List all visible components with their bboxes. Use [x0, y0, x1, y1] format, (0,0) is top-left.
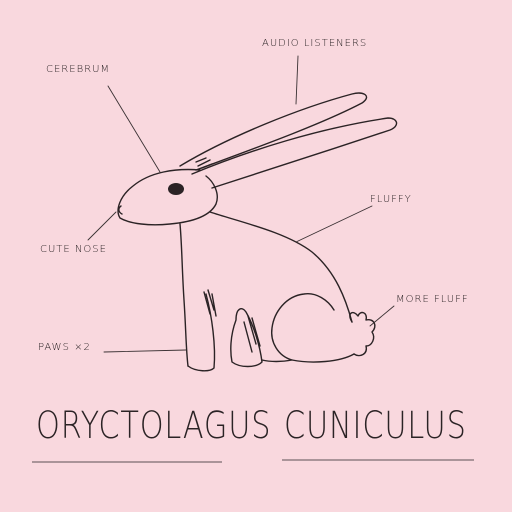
- rabbit-chest: [180, 224, 188, 366]
- rabbit-eye: [168, 183, 184, 195]
- rabbit-nose: [119, 206, 122, 214]
- label-cerebrum: CEREBRUM: [46, 64, 111, 75]
- rabbit-ear-front: [192, 118, 397, 188]
- rabbit-head: [118, 170, 217, 225]
- rabbit-front-paw: [188, 294, 215, 371]
- rabbit-ear-back: [180, 93, 367, 170]
- leader-more-fluff: [370, 306, 394, 326]
- label-more-fluff: MORE FLUFF: [396, 294, 469, 305]
- leader-cerebrum: [108, 86, 160, 172]
- title-species: CUNICULUS: [284, 404, 467, 447]
- rabbit-paw-shading: [244, 316, 260, 352]
- label-audio-listeners: AUDIO LISTENERS: [262, 38, 368, 49]
- label-cute-nose: CUTE NOSE: [40, 244, 107, 255]
- rabbit-hind-foot: [262, 360, 292, 362]
- label-paws: PAWS ×2: [38, 342, 91, 353]
- leader-fluffy: [296, 206, 372, 242]
- label-fluffy: FLUFFY: [370, 194, 412, 205]
- rabbit-tail: [350, 313, 375, 356]
- leader-paws: [104, 350, 186, 352]
- rabbit-haunch: [272, 294, 354, 362]
- leader-cute-nose: [88, 212, 116, 240]
- leader-audio-listeners: [296, 56, 298, 104]
- title-genus: ORYCTOLAGUS: [36, 404, 272, 447]
